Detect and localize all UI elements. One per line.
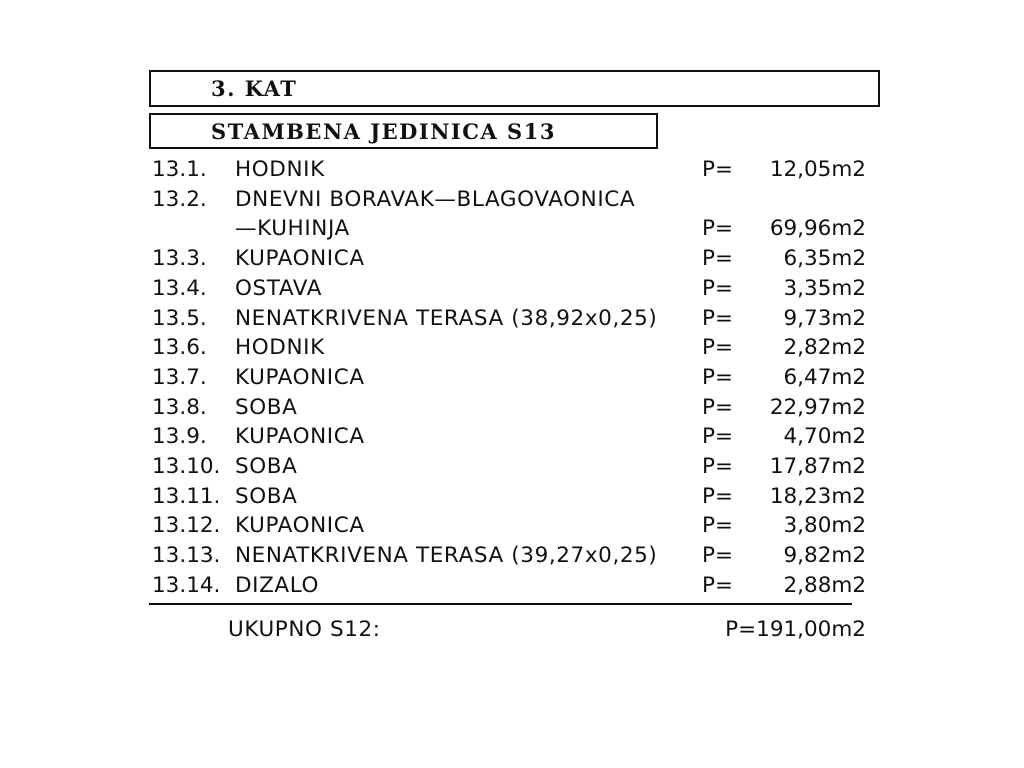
room-row <box>0 244 1024 274</box>
room-row <box>0 482 1024 512</box>
room-name: SOBA <box>235 454 298 479</box>
room-number: 13.6. <box>152 335 207 361</box>
room-row <box>0 155 1024 185</box>
room-area: 4,70m2 <box>783 424 866 450</box>
room-name: DIZALO <box>235 572 320 598</box>
room-area: 12,05m2 <box>769 157 866 182</box>
room-row <box>0 185 1024 215</box>
room-name: KUPAONICA <box>235 424 365 450</box>
room-area: 17,87m2 <box>769 454 866 479</box>
room-name: SOBA <box>235 394 298 420</box>
room-row <box>0 214 1024 244</box>
room-name: OSTAVA <box>235 275 323 301</box>
room-name: KUPAONICA <box>235 364 365 390</box>
room-number: 13.8. <box>152 394 207 420</box>
room-row <box>0 571 1024 601</box>
total-value: P=191,00m2 <box>725 617 866 642</box>
floor-title: 3. KAT <box>211 76 298 101</box>
room-number: 13.9. <box>152 424 207 450</box>
room-name: NENATKRIVENA TERASA (38,92x0,25) <box>235 305 658 331</box>
room-area: 6,47m2 <box>783 364 866 390</box>
area-prefix: P= <box>702 157 733 182</box>
area-prefix: P= <box>702 394 733 420</box>
room-number: 13.5. <box>152 305 207 331</box>
room-row <box>0 452 1024 482</box>
room-name: KUPAONICA <box>235 246 365 272</box>
room-number: 13.3. <box>152 246 207 272</box>
room-row <box>0 304 1024 334</box>
area-prefix: P= <box>702 246 733 272</box>
room-row <box>0 422 1024 452</box>
room-name: DNEVNI BORAVAK—BLAGOVAONICA <box>235 186 636 212</box>
room-number: 13.4. <box>152 275 207 301</box>
room-number: 13.7. <box>152 364 207 390</box>
area-prefix: P= <box>702 275 733 301</box>
room-area: 2,82m2 <box>783 335 866 361</box>
room-name: HODNIK <box>235 157 325 182</box>
room-number: 13.2. <box>152 186 207 212</box>
room-area: 3,80m2 <box>783 513 866 539</box>
area-prefix: P= <box>702 364 733 390</box>
room-number: 13.14. <box>152 572 221 598</box>
area-prefix: P= <box>702 305 733 331</box>
room-number: 13.13. <box>152 543 221 569</box>
total-label: UKUPNO S12: <box>228 617 381 642</box>
room-area: 3,35m2 <box>783 275 866 301</box>
room-area: 6,35m2 <box>783 246 866 272</box>
room-area: 9,82m2 <box>783 543 866 569</box>
room-name: HODNIK <box>235 335 325 361</box>
unit-title: STAMBENA JEDINICA S13 <box>211 118 556 144</box>
room-row <box>0 274 1024 304</box>
room-area: 69,96m2 <box>769 216 866 242</box>
room-number: 13.11. <box>152 483 221 509</box>
room-row <box>0 393 1024 423</box>
room-number: 13.10. <box>152 454 221 479</box>
room-row <box>0 541 1024 571</box>
room-number: 13.1. <box>152 157 207 182</box>
room-area: 18,23m2 <box>769 483 866 509</box>
room-name: KUPAONICA <box>235 513 365 539</box>
room-row <box>0 363 1024 393</box>
area-prefix: P= <box>702 335 733 361</box>
room-name: SOBA <box>235 483 298 509</box>
area-prefix: P= <box>702 424 733 450</box>
total-row <box>0 615 1024 645</box>
area-prefix: P= <box>702 513 733 539</box>
room-row <box>0 511 1024 541</box>
room-row <box>0 333 1024 363</box>
room-name: —KUHINJA <box>235 216 350 242</box>
area-prefix: P= <box>702 454 733 479</box>
room-area: 9,73m2 <box>783 305 866 331</box>
room-number: 13.12. <box>152 513 221 539</box>
room-name: NENATKRIVENA TERASA (39,27x0,25) <box>235 543 658 569</box>
area-prefix: P= <box>702 483 733 509</box>
room-area: 22,97m2 <box>769 394 866 420</box>
area-prefix: P= <box>702 543 733 569</box>
total-divider <box>149 603 852 605</box>
room-area: 2,88m2 <box>783 572 866 598</box>
area-prefix: P= <box>702 216 733 242</box>
area-prefix: P= <box>702 572 733 598</box>
